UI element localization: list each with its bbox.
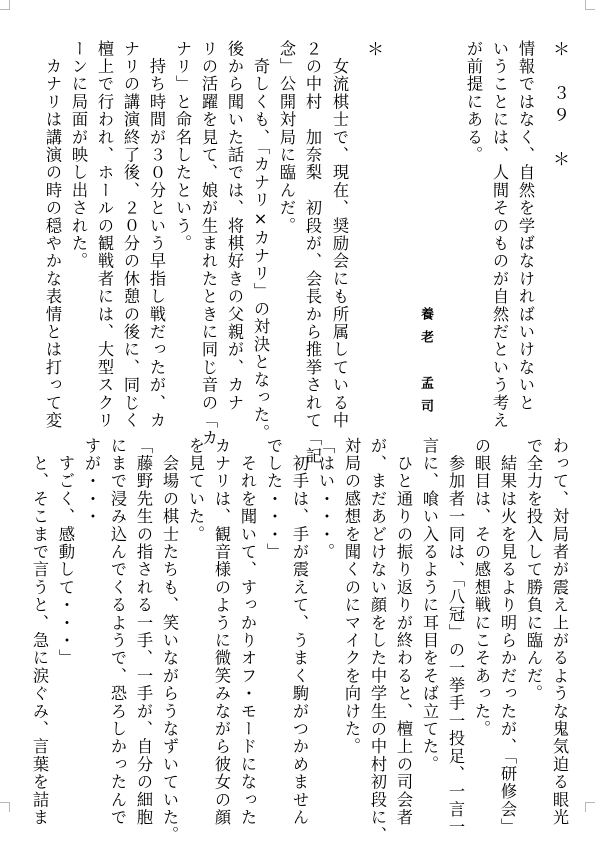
author-name: 養老 孟司	[418, 307, 433, 422]
text-column: 言に、喰い入るように耳目をそば立てた。	[420, 437, 439, 774]
section-heading: ＊	[363, 40, 383, 62]
text-column: ーンに局面が映し出された。	[69, 40, 88, 271]
text-column: 対局の感想を聞くのにマイクを向けた。	[342, 437, 361, 756]
text-column: でした・・・」	[264, 437, 283, 561]
text-column: 念」公開対局に臨んだ。	[277, 40, 296, 235]
text-column: すが・・・	[82, 437, 101, 526]
margin-corner-mark	[0, 0, 10, 10]
text-column: ２の中村 加奈梨 初段が、会長から推挙されて「記	[303, 40, 322, 465]
text-column: が前提にある。	[464, 40, 483, 164]
text-column: 「藤野先生の指される一手、一手が、自分の細胞	[134, 437, 153, 827]
text-column: 結果は火を見るより明らかだったが、「研修会」	[498, 437, 517, 836]
margin-corner-mark	[0, 802, 10, 812]
text-column: すごく、感動して・・・」	[56, 437, 75, 668]
text-column: にまで浸み込んでくるようで、恐ろしかったんで	[108, 437, 127, 827]
text-column: の眼目は、その感想戦にこそあった。	[472, 437, 491, 738]
text-column: 「はい・・・。	[316, 437, 335, 561]
text-column: ナリの講演終了後、２０分の休憩の後に、同じく	[121, 40, 140, 430]
section-heading: ＊ ３９ ＊	[549, 40, 569, 172]
text-column: 参加者一同は、「八冠」の一挙手一投足、一言一	[446, 437, 465, 836]
text-column: わって、対局者が震え上がるような鬼気迫る眼光	[550, 437, 569, 827]
text-column: リの活躍を見て、娘が生まれたときに同じ音の「カ	[199, 40, 218, 448]
text-column: 後から聞いた話では、将棋好きの父親が、カナ	[225, 40, 244, 412]
text-column: を見ていた。	[186, 437, 205, 544]
text-column: 持ち時間が３０分という早指し戦だったが、カ	[147, 40, 166, 430]
text-column: 会場の棋士たちも、笑いながらうなずいていた。	[160, 437, 179, 844]
text-column: ひと通りの振り返りが終わると、檀上の司会者	[394, 437, 413, 827]
text-column: で全力を投入して勝負に臨んだ。	[524, 437, 543, 703]
text-column: 情報ではなく、自然を学ばなければいけないと	[516, 40, 535, 412]
text-column: それを聞いて、すっかりオフ・モードになった	[238, 437, 257, 827]
text-column: 奇しくも、「カナリ×カナリ」の対決となった。	[251, 40, 270, 442]
text-column: いうことには、人間そのものが自然だという考え	[490, 40, 509, 430]
text-column: 初手は、手が震えて、うまく駒がつかめません	[290, 437, 309, 827]
text-column: と、そこまで言うと、急に涙ぐみ、言葉を詰ま	[30, 437, 49, 827]
margin-corner-mark	[585, 0, 595, 10]
text-column: カナリは講演の時の穏やかな表情とは打って変	[43, 40, 62, 430]
text-column: が、まだあどけない顔をした中学生の中村初段に、	[368, 437, 387, 844]
text-column: ナリ」と命名したという。	[173, 40, 192, 253]
text-column: 檀上で行われ、ホールの観戦者には、大型スクリ	[95, 40, 114, 430]
margin-corner-mark	[585, 802, 595, 812]
text-column: 女流棋士で、現在、奨励会にも所属している中	[330, 40, 349, 430]
text-column: カナリは、観音様のように微笑みながら彼女の顔	[212, 437, 231, 827]
